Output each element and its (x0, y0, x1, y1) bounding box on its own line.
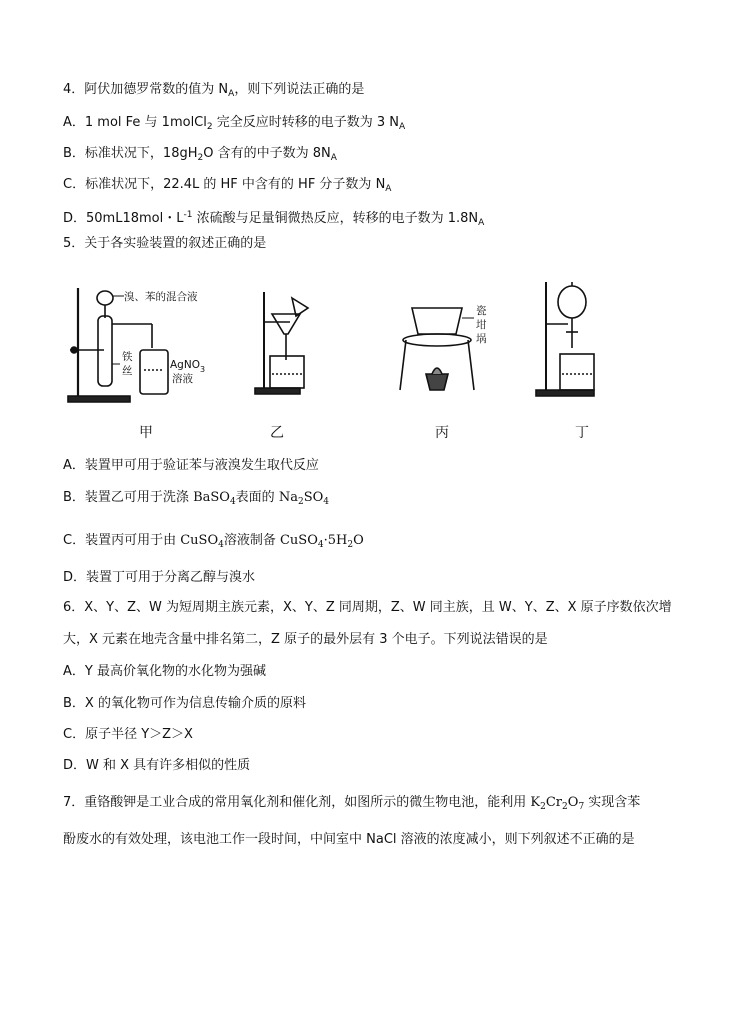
label-solution: 溶液 (172, 373, 193, 385)
caption-bing: 丙 (435, 425, 449, 441)
q4-option-b: B．标准状况下，$18gH_2O$ 含有的中子数为 $8N_A$ (63, 146, 337, 163)
label-iron-1: 铁 (122, 351, 133, 363)
caption-jia: 甲 (139, 425, 153, 441)
caption-ding: 丁 (575, 425, 589, 441)
q4-option-c: C．标准状况下，22.4L 的 HF 中含有的 HF 分子数为 $N_A$ (63, 177, 392, 194)
q6-option-d: D．W 和 X 具有许多相似的性质 (63, 758, 251, 773)
label-crucible-2: 坩 (476, 319, 487, 331)
label-bromine-benzene: 溴、苯的混合液 (124, 291, 198, 303)
q6-stem-line2: 大，X 元素在地壳含量中排名第二，Z 原子的最外层有 3 个电子。下列说法错误的是 (63, 632, 548, 647)
q6-option-c: C．原子半径 Y＞Z＞X (63, 727, 193, 742)
label-agno3: AgNO (170, 359, 200, 371)
label-iron-2: 丝 (122, 365, 133, 377)
q6-option-b: B．X 的氧化物可作为信息传输介质的原料 (63, 696, 306, 711)
label-crucible-3: 埚 (476, 333, 487, 345)
label-agno3-sub: 3 (200, 365, 206, 374)
apparatus-drawing (60, 278, 620, 418)
caption-yi: 乙 (270, 425, 284, 441)
q5-stem: 5．关于各实验装置的叙述正确的是 (63, 236, 267, 251)
q7-stem-line2: 酚废水的有效处理，该电池工作一段时间，中间室中 NaCl 溶液的浓度减小，则下列叙述不正确的是 (63, 832, 635, 847)
q6-stem-line1: 6．X、Y、Z、W 为短周期主族元素，X、Y、Z 同周期，Z、W 同主族，且 W、Y、Z、X 原子序数依次增 (63, 600, 672, 615)
q4-option-a: A．1 mol Fe 与 1molCl$_2$ 完全反应时转移的电子数为 3 $N_A$ (63, 115, 406, 132)
q4-stem: 4．阿伏加德罗常数的值为 $N_A$，则下列说法正确的是 (63, 82, 365, 99)
q6-option-a: A．Y 最高价氧化物的水化物为强碱 (63, 664, 266, 679)
label-crucible-1: 瓷 (476, 305, 487, 317)
q5-option-c: C．装置丙可用于由 CuSO$_4$溶液制备 $CuSO_4\cdot 5H_2O$ (63, 533, 364, 550)
q5-option-b: B．装置乙可用于洗涤 BaSO$_4$表面的 $Na_2SO_4$ (63, 490, 329, 507)
q7-stem-line1: 7．重铬酸钾是工业合成的常用氧化剂和催化剂，如图所示的微生物电池，能利用 $K_2Cr_2O_7$ 实现含苯 (63, 795, 641, 812)
q4-option-d: D．50mL18mol・$L^{-1}$ 浓硫酸与足量铜微热反应，转移的电子数为 $1.8N_A$ (63, 210, 485, 228)
q5-option-a: A．装置甲可用于验证苯与液溴发生取代反应 (63, 458, 319, 473)
q5-option-d: D．装置丁可用于分离乙醇与溴水 (63, 570, 256, 585)
